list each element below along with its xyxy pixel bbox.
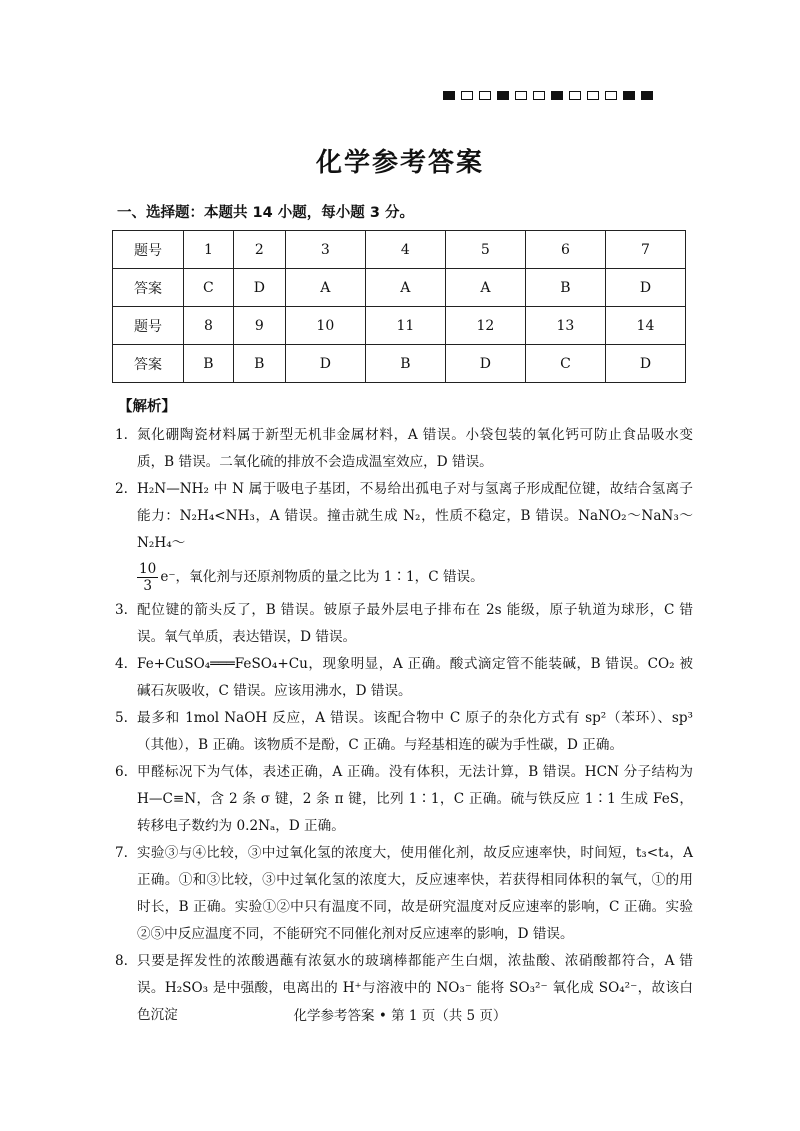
table-cell: C (525, 345, 605, 383)
item-fraction-line (137, 557, 693, 597)
item-text: 只要是挥发性的浓酸遇蘸有浓氨水的玻璃棒都能产生白烟，浓盐酸、浓硝酸都符合，A 错误。H₂SO₃ 是中强酸，电离出的 H⁺与溶液中的 NO₃⁻ 能将 SO₃²⁻ 氧化成 SO₄²⁻，故该白色沉淀 (137, 953, 693, 1023)
item-text: 甲醛标况下为气体，表述正确，A 正确。没有体积，无法计算，B 错误。HCN 分子结构为 H—C≡N，含 2 条 σ 键，2 条 π 键，比列 1∶1，C 正确。硫与铁反应 1∶1 生成 FeS，转移电子数约为 0.2Nₐ，D 正确。 (137, 764, 693, 834)
row-header: 答案 (113, 345, 184, 383)
item-number: 6. (115, 764, 128, 780)
table-cell: B (365, 345, 445, 383)
analysis-item (115, 759, 693, 840)
item-text: 配位键的箭头反了，B 错误。铍原子最外层电子排布在 2s 能级，原子轨道为球形，C 错误。氧气单质，表达错误，D 错误。 (137, 602, 693, 645)
table-cell: B (525, 269, 605, 307)
analysis-heading: 【解析】 (118, 399, 176, 415)
row-header: 题号 (113, 307, 184, 345)
table-cell: D (605, 269, 685, 307)
table-cell: D (233, 269, 285, 307)
item-number: 4. (115, 656, 128, 672)
table-cell: B (184, 345, 234, 383)
table-cell: A (365, 269, 445, 307)
table-cell: D (445, 345, 525, 383)
analysis-item (115, 422, 693, 476)
item-number: 3. (115, 602, 128, 618)
item-text: 最多和 1mol NaOH 反应，A 错误。该配合物中 C 原子的杂化方式有 sp²（苯环）、sp³（其他），B 正确。该物质不是酚，C 正确。与羟基相连的碳为手性碳，D 正确。 (137, 710, 693, 753)
item-number: 8. (115, 953, 128, 969)
analysis-item (115, 476, 693, 597)
table-cell: 4 (365, 231, 445, 269)
table-cell: 12 (445, 307, 525, 345)
marker-square (605, 91, 617, 100)
table-row (113, 231, 686, 269)
page-title: 化学参考答案 (315, 148, 484, 178)
table-cell: 1 (184, 231, 234, 269)
table-cell: 10 (285, 307, 365, 345)
table-cell: 9 (233, 307, 285, 345)
marker-square (551, 91, 563, 100)
table-cell: 2 (233, 231, 285, 269)
marker-square (641, 91, 653, 100)
table-cell: 6 (525, 231, 605, 269)
marker-square (479, 91, 491, 100)
table-cell: D (605, 345, 685, 383)
marker-square (461, 91, 473, 100)
marker-square (497, 91, 509, 100)
table-row (113, 345, 686, 383)
table-cell: A (445, 269, 525, 307)
marker-square (623, 91, 635, 100)
table-cell: 13 (525, 307, 605, 345)
fraction-tail: e⁻，氧化剂与还原剂物质的量之比为 1∶1，C 错误。 (160, 569, 484, 585)
analysis-item (115, 651, 693, 705)
table-cell: C (184, 269, 234, 307)
page-footer: 化学参考答案 • 第 1 页（共 5 页） (293, 1008, 507, 1024)
item-text: 实验③与④比较，③中过氧化氢的浓度大，使用催化剂，故反应速率快，时间短，t₃<t₄，A 正确。①和③比较，③中过氧化氢的浓度大，反应速率快，若获得相同体积的氧气，①的用时长，B 正确。实验①②中只有温度不同，故是研究温度对反应速率的影响，C 正确。实验②⑤中反应温度不同，不能研究不同催化剂对反应速率的影响，D 错误。 (137, 845, 693, 942)
fraction-numerator: 10 (139, 561, 157, 577)
table-cell: 7 (605, 231, 685, 269)
table-cell: 14 (605, 307, 685, 345)
marker-square (515, 91, 527, 100)
analysis-list (115, 422, 693, 1029)
table-cell: A (285, 269, 365, 307)
table-row (113, 307, 686, 345)
table-cell: B (233, 345, 285, 383)
row-header: 题号 (113, 231, 184, 269)
marker-square (587, 91, 599, 100)
item-text: 氮化硼陶瓷材料属于新型无机非金属材料，A 错误。小袋包装的氧化钙可防止食品吸水变质，B 错误。二氧化硫的排放不会造成温室效应，D 错误。 (137, 427, 693, 470)
item-number: 5. (115, 710, 128, 726)
table-cell: 5 (445, 231, 525, 269)
section-heading: 一、选择题：本题共 14 小题，每小题 3 分。 (117, 205, 414, 221)
item-number: 1. (115, 427, 128, 443)
marker-square (569, 91, 581, 100)
analysis-item (115, 705, 693, 759)
fraction-denominator: 3 (143, 578, 152, 594)
analysis-item (115, 840, 693, 948)
row-header: 答案 (113, 269, 184, 307)
page-marker-bar (443, 91, 653, 100)
analysis-item (115, 597, 693, 651)
answer-table (112, 230, 686, 383)
table-cell: D (285, 345, 365, 383)
marker-square (443, 91, 455, 100)
item-number: 2. (115, 481, 128, 497)
marker-square (533, 91, 545, 100)
fraction (137, 561, 158, 594)
table-cell: 3 (285, 231, 365, 269)
table-cell: 11 (365, 307, 445, 345)
table-cell: 8 (184, 307, 234, 345)
table-row (113, 269, 686, 307)
item-text: H₂N—NH₂ 中 N 属于吸电子基团，不易给出孤电子对与氢离子形成配位键，故结合氢离子能力：N₂H₄<NH₃，A 错误。撞击就生成 N₂，性质不稳定，B 错误。NaNO₂～NaN₃～N₂H₄～ (137, 481, 693, 551)
item-text: Fe+CuSO₄═══FeSO₄+Cu，现象明显，A 正确。酸式滴定管不能装碱，B 错误。CO₂ 被碱石灰吸收，C 错误。应该用沸水，D 错误。 (137, 656, 693, 699)
item-number: 7. (115, 845, 128, 861)
